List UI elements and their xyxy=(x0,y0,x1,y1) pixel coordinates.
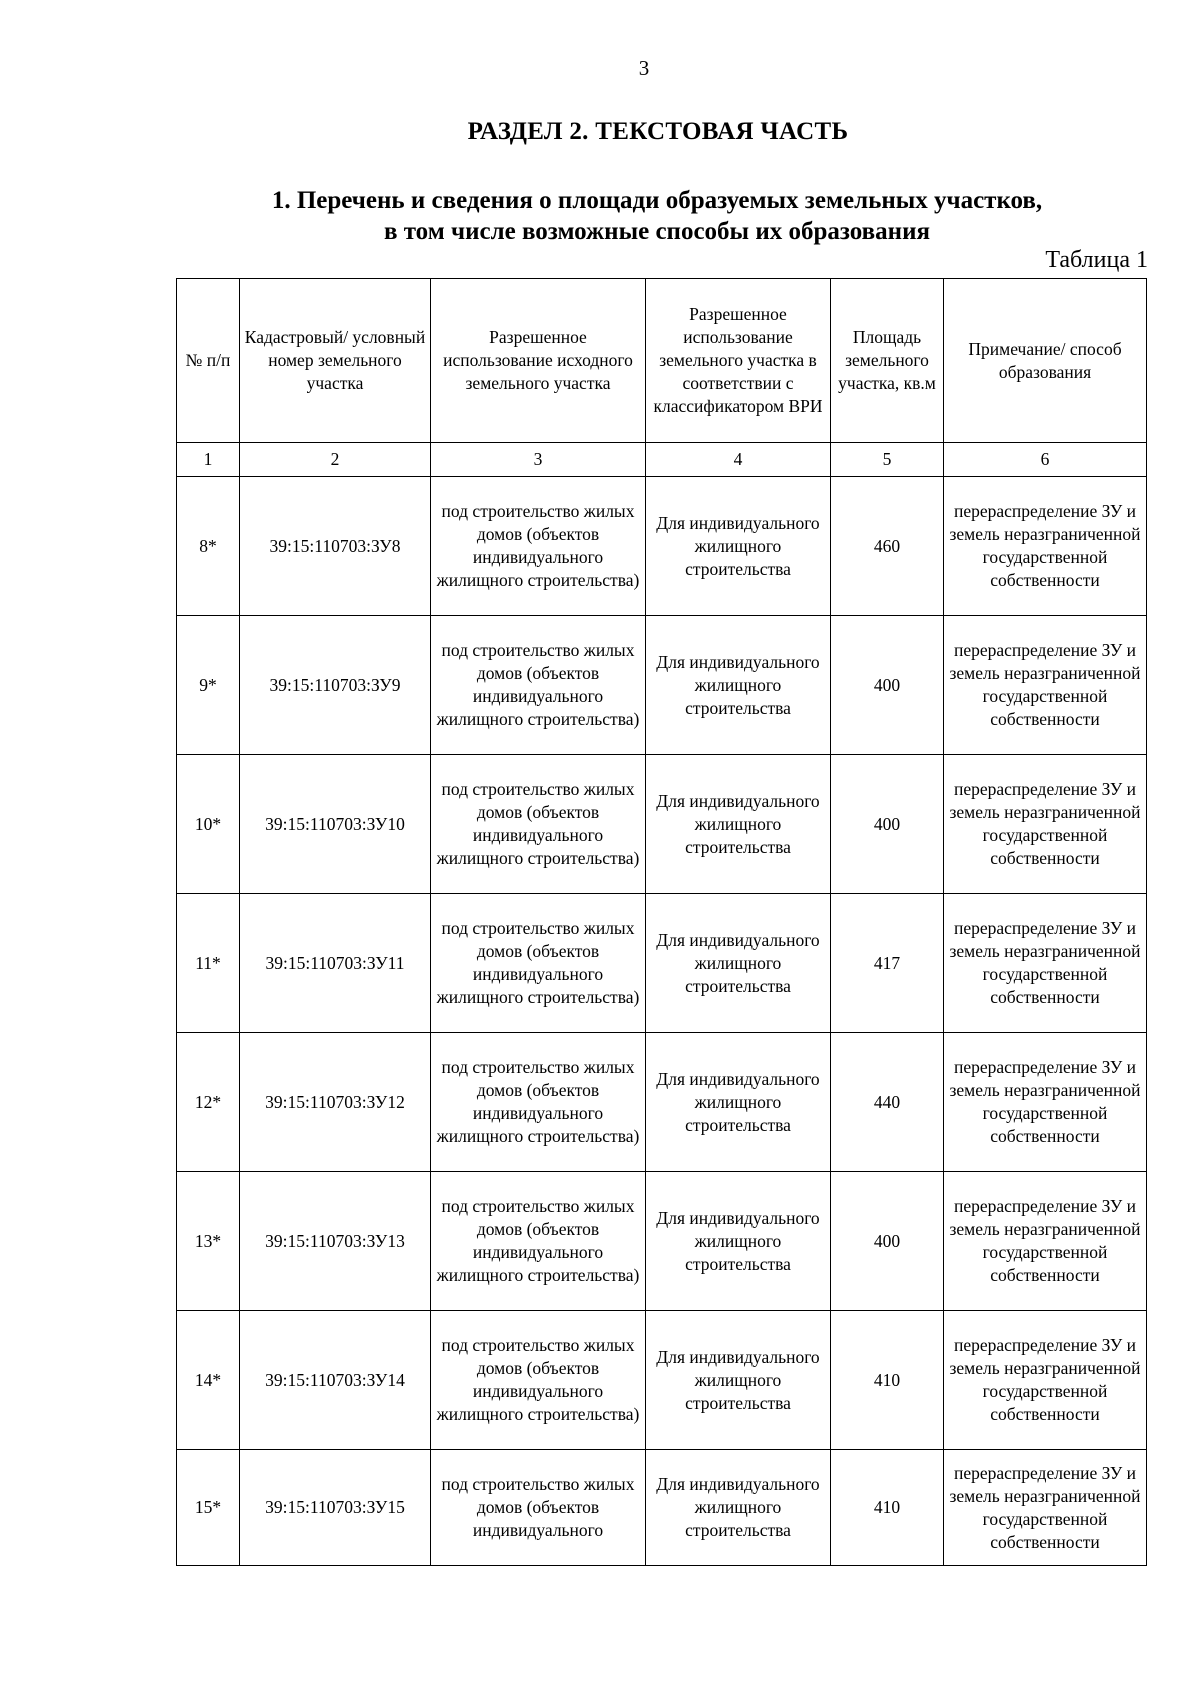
cadastral-number: 39:15:110703:ЗУ14 xyxy=(240,1311,431,1450)
vri-use: Для индивидуального жилищного строительства xyxy=(646,477,831,616)
vri-use: Для индивидуального жилищного строительства xyxy=(646,616,831,755)
cadastral-number: 39:15:110703:ЗУ11 xyxy=(240,894,431,1033)
note: перераспределение ЗУ и земель неразграниченной государственной собственности xyxy=(944,1311,1147,1450)
table-row xyxy=(177,1311,1147,1450)
table-row xyxy=(177,616,1147,755)
note: перераспределение ЗУ и земель неразграниченной государственной собственности xyxy=(944,894,1147,1033)
original-use: под строительство жилых домов (объектов индивидуального жилищного строительства) xyxy=(431,1033,646,1172)
header-cell: Площадь земельного участка, кв.м xyxy=(831,279,944,443)
row-number: 12* xyxy=(177,1033,240,1172)
row-number: 14* xyxy=(177,1311,240,1450)
table-row xyxy=(177,1033,1147,1172)
heading-line-1: 1. Перечень и сведения о площади образуемых земельных участков, xyxy=(271,187,1043,214)
document-heading xyxy=(0,185,1200,247)
table-header-row xyxy=(177,279,1147,443)
original-use: под строительство жилых домов (объектов индивидуального жилищного строительства) xyxy=(431,755,646,894)
note: перераспределение ЗУ и земель неразграниченной государственной собственности xyxy=(944,477,1147,616)
column-number-cell: 4 xyxy=(646,443,831,477)
section-title: РАЗДЕЛ 2. ТЕКСТОВАЯ ЧАСТЬ xyxy=(467,118,849,145)
area: 410 xyxy=(831,1311,944,1450)
note: перераспределение ЗУ и земель неразграниченной государственной собственности xyxy=(944,1172,1147,1311)
vri-use: Для индивидуального жилищного строительства xyxy=(646,1033,831,1172)
note: перераспределение ЗУ и земель неразграниченной государственной собственности xyxy=(944,755,1147,894)
row-number: 13* xyxy=(177,1172,240,1311)
page-number: 3 xyxy=(638,56,650,80)
original-use: под строительство жилых домов (объектов индивидуального жилищного строительства) xyxy=(431,1311,646,1450)
cadastral-number: 39:15:110703:ЗУ10 xyxy=(240,755,431,894)
column-number-cell: 6 xyxy=(944,443,1147,477)
vri-use: Для индивидуального жилищного строительства xyxy=(646,1450,831,1566)
original-use: под строительство жилых домов (объектов индивидуального жилищного строительства) xyxy=(431,616,646,755)
area: 400 xyxy=(831,755,944,894)
heading-line-2: в том числе возможные способы их образования xyxy=(383,218,930,245)
land-plots-table xyxy=(176,278,1147,1566)
row-number: 9* xyxy=(177,616,240,755)
column-number-cell: 1 xyxy=(177,443,240,477)
area: 417 xyxy=(831,894,944,1033)
column-number-row xyxy=(177,443,1147,477)
vri-use: Для индивидуального жилищного строительства xyxy=(646,1172,831,1311)
vri-use: Для индивидуального жилищного строительства xyxy=(646,755,831,894)
header-cell: № п/п xyxy=(177,279,240,443)
table-row xyxy=(177,1450,1147,1566)
column-number-cell: 3 xyxy=(431,443,646,477)
original-use: под строительство жилых домов (объектов индивидуального жилищного строительства) xyxy=(431,894,646,1033)
cadastral-number: 39:15:110703:ЗУ13 xyxy=(240,1172,431,1311)
area: 410 xyxy=(831,1450,944,1566)
cadastral-number: 39:15:110703:ЗУ15 xyxy=(240,1450,431,1566)
header-cell: Примечание/ способ образования xyxy=(944,279,1147,443)
note: перераспределение ЗУ и земель неразграниченной государственной собственности xyxy=(944,1033,1147,1172)
row-number: 15* xyxy=(177,1450,240,1566)
original-use: под строительство жилых домов (объектов индивидуального xyxy=(431,1450,646,1566)
original-use: под строительство жилых домов (объектов индивидуального жилищного строительства) xyxy=(431,1172,646,1311)
row-number: 8* xyxy=(177,477,240,616)
table-row xyxy=(177,1172,1147,1311)
header-cell: Разрешенное использование исходного земельного участка xyxy=(431,279,646,443)
header-cell: Разрешенное использование земельного участка в соответствии с классификатором ВРИ xyxy=(646,279,831,443)
vri-use: Для индивидуального жилищного строительства xyxy=(646,1311,831,1450)
row-number: 10* xyxy=(177,755,240,894)
note: перераспределение ЗУ и земель неразграниченной государственной собственности xyxy=(944,616,1147,755)
cadastral-number: 39:15:110703:ЗУ9 xyxy=(240,616,431,755)
area: 460 xyxy=(831,477,944,616)
area: 400 xyxy=(831,616,944,755)
note: перераспределение ЗУ и земель неразграниченной государственной собственности xyxy=(944,1450,1147,1566)
area: 440 xyxy=(831,1033,944,1172)
row-number: 11* xyxy=(177,894,240,1033)
column-number-cell: 5 xyxy=(831,443,944,477)
original-use: под строительство жилых домов (объектов индивидуального жилищного строительства) xyxy=(431,477,646,616)
area: 400 xyxy=(831,1172,944,1311)
header-cell: Кадастровый/ условный номер земельного участка xyxy=(240,279,431,443)
table-row xyxy=(177,477,1147,616)
table-caption: Таблица 1 xyxy=(1045,247,1148,273)
table-row xyxy=(177,755,1147,894)
vri-use: Для индивидуального жилищного строительства xyxy=(646,894,831,1033)
cadastral-number: 39:15:110703:ЗУ12 xyxy=(240,1033,431,1172)
column-number-cell: 2 xyxy=(240,443,431,477)
table-row xyxy=(177,894,1147,1033)
cadastral-number: 39:15:110703:ЗУ8 xyxy=(240,477,431,616)
